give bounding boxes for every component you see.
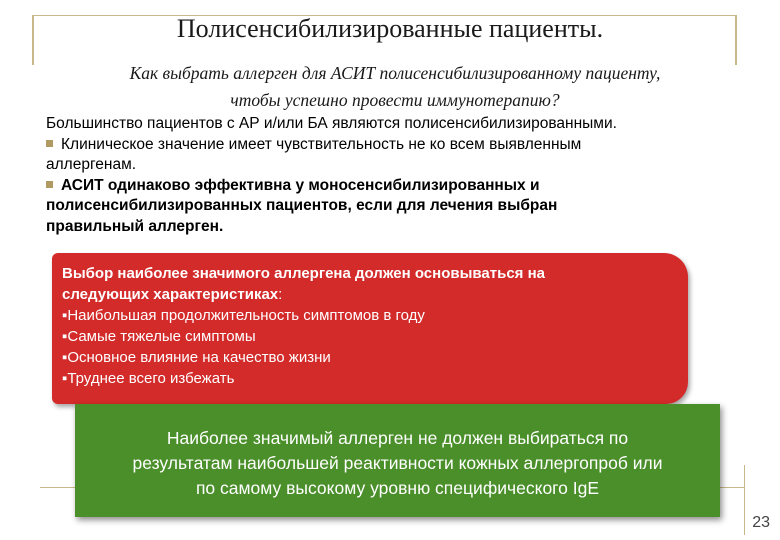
warning-box [75, 404, 720, 517]
bullet-1-line-1: Клиническое значение имеет чувствительность не ко всем выявленным [61, 135, 582, 153]
bullet-2-line-1: АСИТ одинаково эффективна у моносенсибилизированных и [61, 176, 540, 194]
paragraph-1: Большинство пациентов с АР и/или БА являются полисенсибилизированными. [46, 115, 617, 132]
criteria-heading-colon: : [278, 286, 283, 303]
criteria-item: ▪Труднее всего избежать [62, 370, 235, 387]
frame-right-line [735, 15, 737, 65]
bullet-1 [46, 135, 746, 156]
criteria-heading-line-2: следующих характеристиках [62, 286, 279, 303]
criteria-heading-line-1: Выбор наиболее значимого аллергена должен основываться на [62, 265, 545, 282]
bullet-2 [46, 176, 746, 197]
frame-left-line [32, 15, 34, 65]
warning-line-3: по самому высокому уровню специфического IgE [195, 478, 600, 498]
bullet-1-line-2: аллергенам. [46, 156, 137, 173]
subtitle-line-1: Как выбрать аллерген для АСИТ полисенсибилизированному пациенту, [129, 63, 661, 83]
square-bullet-icon [46, 181, 53, 188]
body-text [46, 114, 746, 237]
bullet-2-line-3: правильный аллерген. [46, 217, 224, 235]
warning-line-2: результатам наибольшей реактивности кожных аллергопроб или [132, 453, 663, 473]
criteria-item: ▪Самые тяжелые симптомы [62, 328, 256, 345]
warning-line-1: Наиболее значимый аллерген не должен выбираться по [166, 428, 629, 448]
square-bullet-icon [46, 140, 53, 147]
slide-subtitle [50, 60, 740, 114]
slide-title: Полисенсибилизированные пациенты. [176, 14, 604, 43]
page-number: 23 [752, 514, 770, 531]
criteria-heading-line-2-wrap [62, 284, 678, 305]
criteria-item: ▪Наибольшая продолжительность симптомов в году [62, 307, 425, 324]
criteria-item: ▪Основное влияние на качество жизни [62, 349, 331, 366]
criteria-box [52, 253, 688, 404]
bullet-2-line-2: полисенсибилизированных пациентов, если для лечения выбран [46, 197, 558, 214]
subtitle-line-2: чтобы успешно провести иммунотерапию? [230, 90, 560, 110]
